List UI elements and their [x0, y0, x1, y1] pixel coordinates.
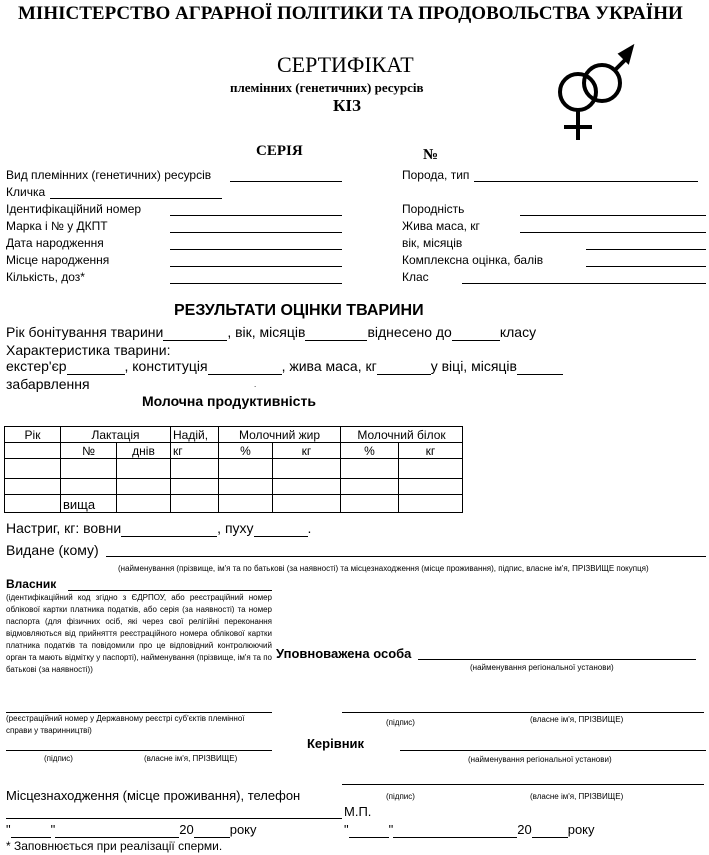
year-prefix: 20 — [517, 822, 532, 837]
series-label: СЕРІЯ — [256, 143, 303, 159]
authorized-field — [418, 659, 696, 660]
age-label: вік, місяців — [402, 236, 463, 250]
head-label: Керівник — [307, 736, 365, 751]
table-row — [5, 495, 463, 513]
sub-fat-pct: % — [219, 443, 273, 459]
authorized-name-caption: (власне ім'я, ПРІЗВИЩЕ) — [530, 715, 624, 724]
down-field — [254, 520, 308, 537]
results-heading: РЕЗУЛЬТАТИ ОЦІНКИ ТВАРИНИ — [174, 302, 424, 319]
live-weight-label: Жива маса, кг — [402, 219, 480, 233]
owner-description: (ідентифікаційний код згідно з ЄДРПОУ, або реєстраційний номер облікової картки платника податків, або серія (за наявності) та номер паспорта (для фізичних осіб, які через свої релігійні переконання відмовляються від прийняття реєстраційного номера облікової картки платника податків та повідомили про це відповідний контролюючий орган та мають відмітку у паспорті), найменування (прізвище, ім'я та по батькові (за наявності)) — [6, 593, 272, 674]
breed-label: Порода, тип — [402, 168, 470, 182]
resource-type-label: Вид племінних (генетичних) ресурсів — [6, 168, 212, 182]
owner-signature-caption: (підпис) — [44, 754, 73, 763]
table-cell — [341, 495, 399, 513]
live-weight-kg-field — [377, 358, 431, 375]
mp-label: М.П. — [344, 804, 372, 819]
head-signature-field — [342, 784, 704, 785]
results-line-3 — [6, 358, 563, 375]
month-field — [55, 822, 179, 838]
nickname-label: Кличка — [6, 185, 46, 199]
characteristic-label: Характеристика тварини: — [6, 342, 171, 358]
sub-protein-kg: кг — [399, 443, 463, 459]
table-cell — [5, 459, 61, 479]
kiz-label: КІЗ — [333, 96, 361, 115]
number-label: № — [423, 147, 439, 163]
table-cell — [5, 443, 61, 459]
owner-registry-caption: (реєстраційний номер у Державному реєстрі суб'єктів племінної справи у тваринництві) — [6, 714, 245, 735]
mark-label: Марка і № у ДКПТ — [6, 219, 108, 233]
issued-field — [106, 556, 706, 557]
mark-field — [170, 232, 342, 233]
sub-yield-kg: кг — [171, 443, 219, 459]
col-fat: Молочний жир — [219, 427, 341, 443]
sub-num: № — [61, 443, 117, 459]
class-field — [462, 283, 706, 284]
sub-protein-pct: % — [341, 443, 399, 459]
authorized-signature-caption: (підпис) — [386, 718, 415, 727]
table-row — [5, 479, 463, 495]
head-caption: (найменування регіональної установи) — [468, 755, 612, 764]
location-field — [6, 818, 342, 819]
shearing-line — [6, 520, 311, 537]
certificate-title: СЕРТИФІКАТ — [277, 52, 414, 77]
owner-name-caption: (власне ім'я, ПРІЗВИЩЕ) — [144, 754, 238, 763]
table-cell — [273, 495, 341, 513]
birth-date-field — [170, 249, 342, 250]
certificate-subtitle: племінних (генетичних) ресурсів — [230, 80, 424, 95]
table-row — [5, 459, 463, 479]
table-cell — [341, 459, 399, 479]
head-name-caption: (власне ім'я, ПРІЗВИЩЕ) — [530, 792, 624, 801]
bonitation-year-field — [163, 324, 227, 341]
age-months-label: , вік, місяців — [227, 324, 306, 340]
year-suffix: року — [567, 822, 595, 837]
col-year: Рік — [5, 427, 61, 443]
year-prefix: 20 — [179, 822, 194, 837]
coloring-label: забарвлення — [6, 376, 90, 392]
table-cell — [399, 495, 463, 513]
owner-label: Власник — [6, 577, 57, 591]
results-line-1 — [6, 324, 536, 341]
id-number-label: Ідентифікаційний номер — [6, 202, 142, 216]
birth-date-label: Дата народження — [6, 236, 104, 250]
table-cell — [117, 495, 171, 513]
doses-field — [170, 283, 342, 284]
table-cell — [5, 479, 61, 495]
head-signature-caption: (підпис) — [386, 792, 415, 801]
class-label: Клас — [402, 270, 429, 284]
complex-score-label: Комплексна оцінка, балів — [402, 253, 544, 267]
birth-place-label: Місце народження — [6, 253, 110, 267]
table-cell — [273, 459, 341, 479]
wool-label: Настриг, кг: вовни — [6, 520, 122, 536]
constitution-label: , конституція — [124, 358, 208, 374]
exterior-field — [67, 358, 125, 375]
live-weight-kg-label: , жива маса, кг — [281, 358, 377, 374]
month-field — [393, 822, 517, 838]
table-cell — [171, 479, 219, 495]
table-cell — [117, 479, 171, 495]
live-weight-field — [520, 232, 706, 233]
day-field — [11, 822, 51, 838]
breed-purity-field — [520, 215, 706, 216]
table-cell — [117, 459, 171, 479]
footnote: * Заповнюється при реалізації сперми. — [6, 839, 223, 853]
sub-days: днів — [117, 443, 171, 459]
exterior-label: екстер'єр — [6, 358, 67, 374]
id-number-field — [170, 215, 342, 216]
year-field — [532, 822, 568, 838]
milk-heading: Молочна продуктивність — [142, 393, 316, 409]
date-quote-open: " — [344, 822, 349, 837]
at-age-field — [517, 358, 563, 375]
breed-field — [474, 181, 698, 182]
table-cell — [399, 479, 463, 495]
owner-signature-field — [6, 750, 272, 751]
table-cell — [273, 479, 341, 495]
male-female-icon — [548, 40, 648, 146]
authorized-signature-field — [342, 712, 704, 713]
age-field — [586, 249, 706, 250]
table-cell — [61, 459, 117, 479]
date-quote-open: " — [6, 822, 11, 837]
issued-label: Видане (кому) — [6, 542, 99, 558]
table-cell — [61, 479, 117, 495]
location-label: Місцезнаходження (місце проживання), телефон — [6, 788, 301, 803]
table-cell — [219, 459, 273, 479]
doses-label: Кількість, доз* — [6, 270, 85, 284]
coloring-dot: . — [254, 380, 257, 389]
table-cell — [171, 459, 219, 479]
ministry-title: МІНІСТЕРСТВО АГРАРНОЇ ПОЛІТИКИ ТА ПРОДОВОЛЬСТВА УКРАЇНИ — [18, 3, 683, 24]
resource-type-field — [230, 181, 342, 182]
table-cell — [219, 479, 273, 495]
sub-fat-kg: кг — [273, 443, 341, 459]
complex-score-field — [586, 266, 706, 267]
table-cell — [399, 459, 463, 479]
table-cell — [5, 495, 61, 513]
date-quote-close: " — [388, 822, 394, 837]
authorized-date — [344, 822, 595, 838]
assigned-class-field — [452, 324, 500, 341]
breed-purity-label: Породність — [402, 202, 465, 216]
year-field — [194, 822, 230, 838]
bonitation-year-label: Рік бонітування тварини — [6, 324, 164, 340]
assigned-to-label: віднесено до — [367, 324, 452, 340]
nickname-field — [50, 198, 222, 199]
constitution-field — [208, 358, 282, 375]
table-cell — [219, 495, 273, 513]
day-field — [349, 822, 389, 838]
col-lactation: Лактація — [61, 427, 171, 443]
owner-date — [6, 822, 257, 838]
down-label: , пуху — [217, 520, 254, 536]
wool-field — [121, 520, 217, 537]
col-yield: Надій, — [171, 427, 219, 443]
head-field — [400, 750, 706, 751]
shearing-end: . — [307, 520, 312, 536]
owner-field — [68, 590, 272, 591]
milk-table — [4, 426, 463, 513]
authorized-label: Уповноважена особа — [276, 646, 412, 661]
at-age-label: у віці, місяців — [430, 358, 517, 374]
col-protein: Молочний білок — [341, 427, 463, 443]
birth-place-field — [170, 266, 342, 267]
issued-caption: (найменування (прізвище, ім'я та по батькові (за наявності) та місцезнаходження (місце проживання), підпис, власне ім'я, ПРІЗВИЩЕ покупця) — [118, 564, 649, 573]
year-suffix: року — [229, 822, 257, 837]
date-quote-close: " — [50, 822, 56, 837]
table-cell — [341, 479, 399, 495]
table-cell — [171, 495, 219, 513]
highest-cell: вища — [61, 495, 117, 513]
class-suffix: класу — [499, 324, 537, 340]
age-months-field — [305, 324, 367, 341]
authorized-caption: (найменування регіональної установи) — [470, 663, 614, 672]
